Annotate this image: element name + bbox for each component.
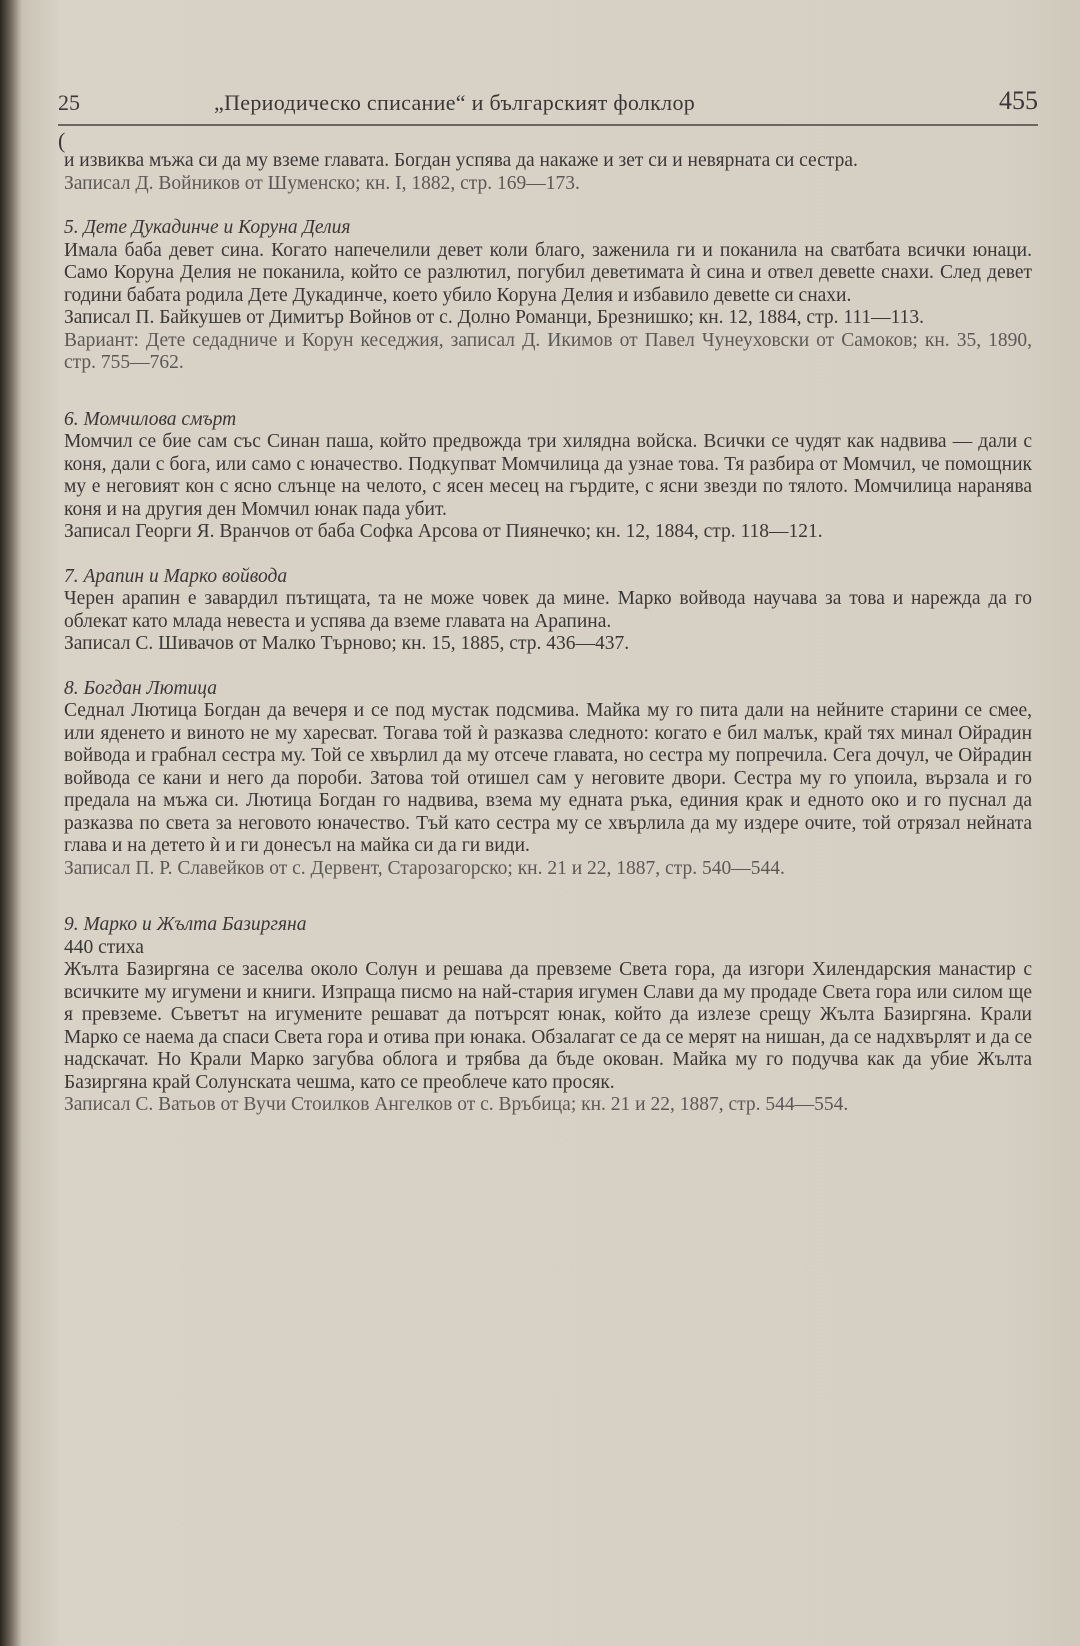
entry-source: Записал П. Байкушев от Димитър Войнов от с. Долно Романци, Брезнишко; кн. 12, 1884, стр. 111—113. — [64, 307, 925, 328]
header-rule — [58, 124, 1038, 126]
entry-lines: 440 стиха — [64, 936, 144, 958]
entry-summary: Седнал Лютица Богдан да вечеря и се под мустак подсмива. Майка му го пита дали на нейните старини се смее, или яденето и виното не му харесват. Тогава той ѝ разказва следното: когато е бил малък, край тях минал Ойрадин войвода и грабнал сестра му. Той се хвърлил да му отсече главата, но сестра му попречила. Сега дочул, че Ойрадин войвода се кани и него да пороби. Затова той отишел сам у неговите двори. Сестра му го упоила, вързала и го предала на мъжа си. Лютица Богдан го надвива, взема му едната ръка, единия крак и едното око и го пуснал да разказва по света за неговото юначество. Тъй като сестра му се хвърлила да му издере очите, той отрязал нейната глава и на детето ѝ и ги донесъл на майка си да ги види. — [64, 700, 1032, 856]
entry-summary: Черен арапин е завардил пътищата, та не може човек да мине. Марко войвода научава за това и нарежда да го облекат като млада невеста и успява да вземе главата на Арапина. — [64, 588, 1032, 632]
entry-title: 9. Марко и Жълта Базиргяна — [64, 914, 307, 935]
entry-5 — [64, 217, 1032, 375]
entry-6 — [64, 409, 1032, 544]
entry-summary: Жълта Базиргяна се заселва около Солун и решава да превземе Света гора, да изгори Хилендарския манастир с всичките му игумени и книги. Изпраща писмо на най-стария игумен Слави да му продаде Света гора или силом ще я превземе. Съветът на игумените решават да потърсят юнак, който да излезе срещу Жълта Базиргяна. Крали Марко се наема да спаси Света гора и отива при юнака. Обзалагат се да се мерят на нишан, да се надхвърлят и да се надскачат. Но Крали Марко загубва облога и трябва да бъде окован. Майка му го подучва как да убие Жълта Базиргяна край Солунската чешма, като се преоблече като просяк. — [64, 959, 1032, 1093]
entry-7 — [64, 566, 1032, 656]
margin-mark: ( — [58, 128, 66, 153]
entry-title: 7. Арапин и Марко войвода — [64, 565, 288, 587]
entry-summary: Момчил се бие сам със Синан паша, който предвожда три хилядна войска. Всички се чудят как надвива — дали с коня, дали с бога, или само с юначество. Подкупват Момчилица да узнае това. Тя разбира от Момчил, че помощник му е неговият кон с ясно слънце на челото, с ясен месец на гърдите, с ясни звезди по тялото. Момчилица наранява коня и на другия ден Момчил юнак пада убит. — [64, 431, 1032, 520]
entry-variant: Вариант: Дете седадниче и Корун кеседжия, записал Д. Икимов от Павел Чунеуховски от Самоков; кн. 35, 1890, стр. 755—762. — [64, 329, 1032, 373]
intro-entry — [64, 150, 1032, 195]
intro-source: Записал Д. Войников от Шуменско; кн. I, 1882, стр. 169—173. — [64, 172, 580, 194]
intro-text: и извиква мъжа си да му вземе главата. Богдан успява да накаже и зет си и невярната си сестра. — [64, 150, 858, 171]
entry-source: Записал Георги Я. Вранчов от баба Софка Арсова от Пиянечко; кн. 12, 1884, стр. 118—121. — [64, 521, 823, 542]
page-number-right: 455 — [999, 86, 1038, 115]
page-number-left: 25 — [58, 90, 80, 115]
entry-title: 6. Момчилова смърт — [64, 408, 237, 430]
running-header — [58, 86, 1038, 118]
entry-title: 8. Богдан Лютица — [64, 677, 218, 699]
page-body — [64, 150, 1032, 1117]
entry-summary: Имала баба девет сина. Когато напечелили девет коли благо, заженила ги и поканила на сватбата всички юнаци. Само Коруна Делия не поканила, който се разлютил, погубил деветимата ѝ сина и отвел девеtte снахи. След девет години бабата родила Дете Дукадинче, което убило Коруна Делия и избавило девеtte си снахи. — [64, 239, 1032, 306]
entry-8 — [64, 678, 1032, 881]
entry-title: 5. Дете Дукадинче и Коруна Делия — [64, 217, 351, 238]
entry-9 — [64, 914, 1032, 1117]
entry-source: Записал П. Р. Славейков от с. Дервент, Старозагорско; кн. 21 и 22, 1887, стр. 540—544. — [64, 857, 785, 879]
running-title: „Периодическо списание“ и българският фолклор — [214, 90, 696, 115]
entry-source: Записал С. Шивачов от Малко Търново; кн. 15, 1885, стр. 436—437. — [64, 633, 630, 654]
entry-source: Записал С. Ватьов от Вучи Стоилков Ангелков от с. Връбица; кн. 21 и 22, 1887, стр. 544—554. — [64, 1094, 849, 1115]
